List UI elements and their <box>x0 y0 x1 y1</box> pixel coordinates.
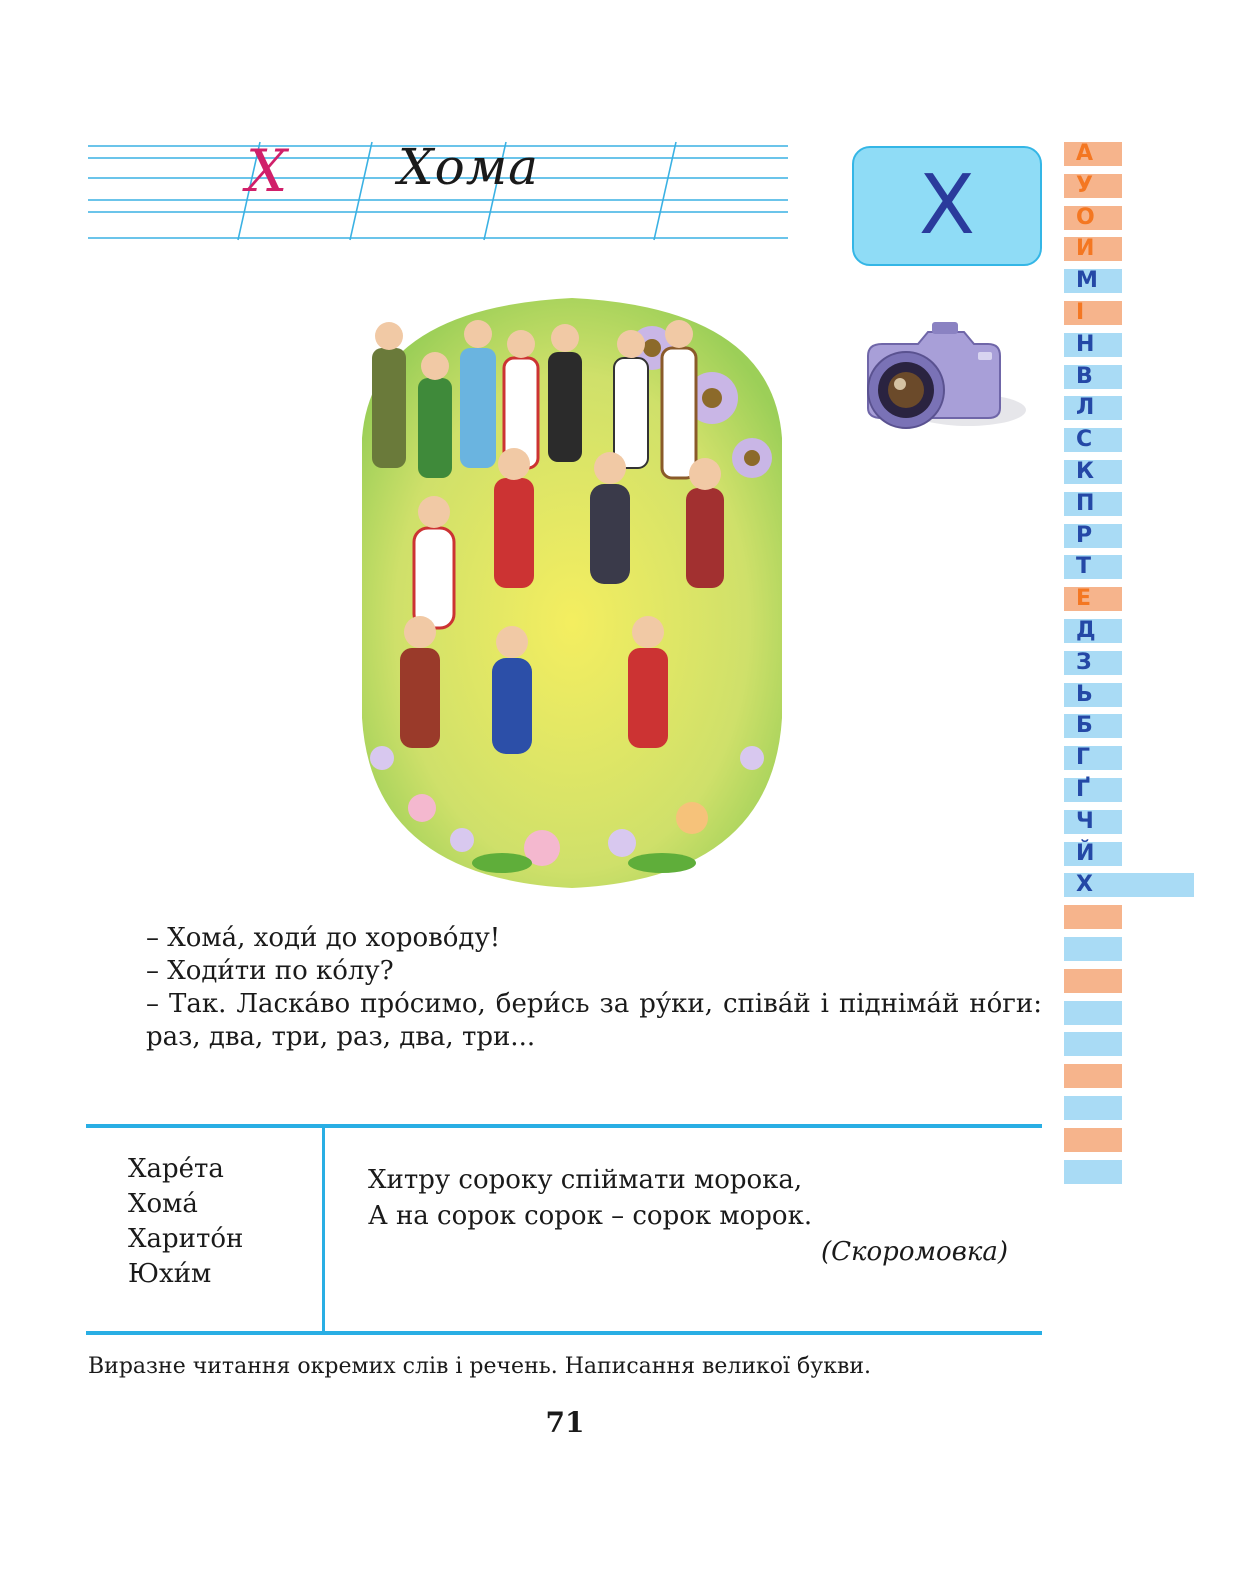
dialogue-text <box>90 922 1042 1054</box>
table-rule-vertical <box>322 1128 325 1332</box>
handwritten-capital-letter: Х <box>246 137 289 205</box>
alphabet-letter: Т <box>1064 555 1122 579</box>
name-item: Харито́н <box>128 1224 244 1254</box>
dialogue-line: – Ходи́ти по ко́лу? <box>146 956 394 986</box>
alphabet-letter: І <box>1064 301 1122 325</box>
table-rule-top <box>86 1124 1042 1128</box>
handwritten-word: Хома <box>398 138 539 196</box>
dialogue-line: – Хома́, ходи́ до хорово́ду! <box>146 923 501 953</box>
alphabet-letter: Г <box>1064 746 1122 770</box>
tongue-twister-line: Хитру сороку спіймати морока, <box>368 1165 803 1195</box>
round-dance-illustration <box>352 288 792 892</box>
alphabet-blank-cell <box>1064 905 1122 929</box>
methodical-note: Виразне читання окремих слів і речень. Написання великої букви. <box>88 1354 872 1379</box>
name-item: Хома́ <box>128 1189 198 1219</box>
alphabet-letter: И <box>1064 237 1122 261</box>
letter-card-letter: Х <box>918 158 976 253</box>
alphabet-letter: Н <box>1064 333 1122 357</box>
alphabet-letter: Ч <box>1064 810 1122 834</box>
alphabet-letter: У <box>1064 174 1122 198</box>
table-rule-bottom <box>86 1331 1042 1335</box>
alphabet-letter: А <box>1064 142 1122 166</box>
names-list <box>128 1152 243 1292</box>
alphabet-letter: Д <box>1064 619 1122 643</box>
name-item: Юхи́м <box>128 1259 212 1289</box>
alphabet-letter: Ґ <box>1064 778 1122 802</box>
alphabet-letter: Х <box>1064 873 1194 897</box>
alphabet-letter: К <box>1064 460 1122 484</box>
alphabet-letter: Й <box>1064 842 1122 866</box>
alphabet-letter: З <box>1064 651 1122 675</box>
alphabet-letter: В <box>1064 365 1122 389</box>
alphabet-blank-cell <box>1064 937 1122 961</box>
alphabet-blank-cell <box>1064 1096 1122 1120</box>
camera-icon <box>848 312 1030 440</box>
alphabet-letter: Ь <box>1064 683 1122 707</box>
alphabet-letter: Р <box>1064 524 1122 548</box>
alphabet-letter: Б <box>1064 714 1122 738</box>
alphabet-blank-cell <box>1064 1160 1122 1184</box>
alphabet-blank-cell <box>1064 1128 1122 1152</box>
alphabet-letter: Е <box>1064 587 1122 611</box>
alphabet-letter: Л <box>1064 396 1122 420</box>
letter-card <box>852 146 1042 266</box>
name-item: Харе́та <box>128 1154 224 1184</box>
dialogue-line: – Так. Ласка́во про́симо, бери́сь за ру́ки, співа́й і підніма́й но́ги: раз, два, три, раз, два, три... <box>146 989 1042 1052</box>
alphabet-letter: С <box>1064 428 1122 452</box>
tongue-twister <box>368 1162 1008 1270</box>
alphabet-letter: О <box>1064 206 1122 230</box>
alphabet-blank-cell <box>1064 1001 1122 1025</box>
tongue-twister-line: А на сорок сорок – сорок морок. <box>368 1201 813 1231</box>
tongue-twister-source: (Скоромовка) <box>820 1237 1008 1267</box>
alphabet-letter: П <box>1064 492 1122 516</box>
alphabet-blank-cell <box>1064 1032 1122 1056</box>
alphabet-letter: М <box>1064 269 1122 293</box>
alphabet-blank-cell <box>1064 1064 1122 1088</box>
alphabet-blank-cell <box>1064 969 1122 993</box>
page-number: 71 <box>545 1406 585 1439</box>
